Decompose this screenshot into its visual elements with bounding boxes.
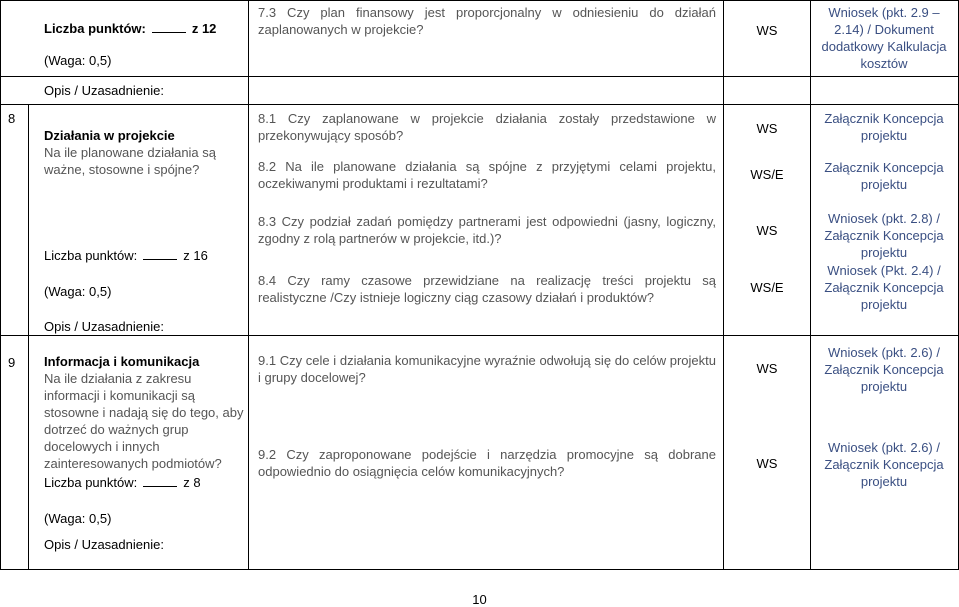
question-9-1: 9.1 Czy cele i działania komunikacyjne wyraźnie odwołują się do celów projektu i grupy docelowej?: [258, 353, 716, 385]
source-8-2: WS/E: [750, 167, 784, 182]
reference-8-2: Załącznik Koncepcja projektu: [824, 160, 944, 192]
score-blank[interactable]: [143, 247, 177, 260]
reference-9-1: Wniosek (pkt. 2.6) / Załącznik Koncepcja projektu: [824, 345, 944, 394]
score-label: Liczba punktów:: [44, 21, 146, 36]
row-divider: [0, 569, 959, 570]
column-divider: [810, 0, 811, 570]
score-line-r7: [44, 20, 216, 37]
reference-8-3: Wniosek (pkt. 2.8) / Załącznik Koncepcja projektu: [824, 211, 944, 260]
score-line-r9: [44, 474, 201, 491]
question-8-2: 8.2 Na ile planowane działania są spójne z przyjętymi celami projektu, oczekiwanymi produktami i rezultatami?: [258, 159, 716, 191]
score-max: z 12: [191, 21, 217, 36]
criterion-title-9: Informacja i komunikacja: [44, 354, 200, 369]
score-blank[interactable]: [152, 20, 186, 33]
source-7-3: WS: [756, 23, 778, 38]
column-divider: [28, 104, 29, 570]
row-number-9: 9: [8, 355, 16, 370]
source-8-4: WS/E: [750, 280, 784, 295]
question-9-2: 9.2 Czy zaproponowane podejście i narzędzia promocyjne są dobrane odpowiednio do osiągnięcia celów komunikacyjnych?: [258, 447, 716, 479]
justification-label-r9: Opis / Uzasadnienie:: [44, 537, 164, 552]
score-blank[interactable]: [143, 474, 177, 487]
column-divider: [0, 0, 1, 570]
weight-r7: (Waga: 0,5): [44, 53, 112, 68]
weight-r9: (Waga: 0,5): [44, 511, 112, 526]
question-8-4: 8.4 Czy ramy czasowe przewidziane na realizację treści projektu są realistyczne /Czy istnieje logiczny ciąg czasowy działań i produktów?: [258, 273, 716, 305]
question-8-1: 8.1 Czy zaplanowane w projekcie działania zostały przedstawione w przekonywujący sposób?: [258, 111, 716, 143]
justification-label-r7: Opis / Uzasadnienie:: [44, 83, 164, 98]
source-9-1: WS: [756, 361, 778, 376]
source-9-2: WS: [756, 456, 778, 471]
question-7-3: 7.3 Czy plan finansowy jest proporcjonalny w odniesieniu do działań zaplanowanych w projekcie?: [258, 5, 716, 37]
source-8-3: WS: [756, 223, 778, 238]
row-divider: [0, 104, 959, 105]
question-8-3: 8.3 Czy podział zadań pomiędzy partnerami jest odpowiedni (jasny, logiczny, zgodny z rolą partnerów w projekcie, itd.)?: [258, 214, 716, 246]
score-label: Liczba punktów:: [44, 248, 138, 263]
reference-9-2: Wniosek (pkt. 2.6) / Załącznik Koncepcja projektu: [824, 440, 944, 489]
page-number: 10: [472, 592, 487, 607]
justification-label-r8: Opis / Uzasadnienie:: [44, 319, 164, 334]
score-label: Liczba punktów:: [44, 475, 138, 490]
source-8-1: WS: [756, 121, 778, 136]
criterion-title-8: Działania w projekcie: [44, 128, 175, 143]
score-max: z 16: [183, 248, 208, 263]
row-number-8: 8: [8, 111, 16, 126]
row-divider: [0, 335, 959, 336]
weight-r8: (Waga: 0,5): [44, 284, 112, 299]
reference-8-1: Załącznik Koncepcja projektu: [824, 111, 944, 143]
row-divider: [0, 76, 959, 77]
row-divider: [0, 0, 959, 1]
column-divider: [248, 0, 249, 570]
criterion-description-8: Na ile planowane działania są ważne, stosowne i spójne?: [44, 145, 217, 177]
reference-7-3: Wniosek (pkt. 2.9 – 2.14) / Dokument dodatkowy Kalkulacja kosztów: [821, 5, 947, 71]
criterion-description-9: Na ile działania z zakresu informacji i komunikacji są stosowne i nadają się do tego, aby dotrzeć do ważnych grup docelowych i innych zainteresowanych podmiotów?: [44, 371, 244, 471]
reference-8-4: Wniosek (Pkt. 2.4) / Załącznik Koncepcja projektu: [824, 263, 944, 312]
score-max: z 8: [183, 475, 201, 490]
score-line-r8: [44, 247, 208, 264]
